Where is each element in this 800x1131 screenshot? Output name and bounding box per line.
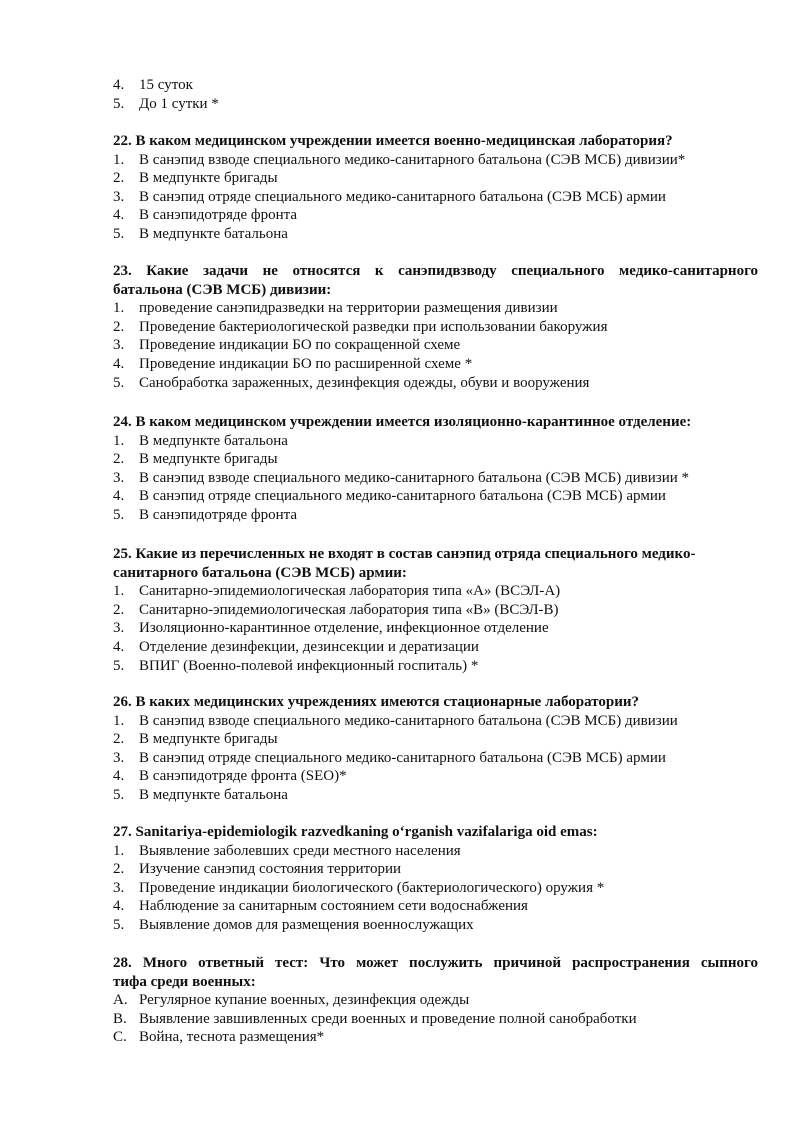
question-title-continued: санитарного батальона (СЭВ МСБ) армии:	[113, 564, 407, 581]
question-28	[113, 954, 758, 1047]
list-item: 2. Санитарно-эпидемиологическая лаборатория типа «В» (ВСЭЛ-В)	[113, 601, 559, 618]
list-item: 3. В санэпид отряде специального медико-санитарного батальона (СЭВ МСБ) армии	[113, 188, 666, 205]
list-item: 5. Санобработка зараженных, дезинфекция одежды, обуви и вооружения	[113, 374, 590, 391]
list-item	[113, 95, 758, 114]
list-item: 2. Проведение бактериологической разведки при использовании бакоружия	[113, 318, 608, 335]
list-item: 4. Проведение индикации БО по расширенной схеме *	[113, 355, 473, 372]
lead-options	[113, 76, 758, 113]
question-title: 23. Какие задачи не относятся к санэпидвзводу специального медико-санитарного	[113, 263, 759, 279]
list-item: 4. Наблюдение за санитарным состоянием сети водоснабжения	[113, 898, 528, 915]
list-item: 3. Проведение индикации биологического (бактериологического) оружия *	[113, 879, 605, 896]
list-item: 4. В санэпидотряде фронта	[113, 207, 298, 224]
list-item: 4. Отделение дезинфекции, дезинсекции и дератизации	[113, 638, 479, 655]
question-title-continued: батальона (СЭВ МСБ) дивизии:	[113, 281, 332, 298]
list-item: 4. В санэпид отряде специального медико-санитарного батальона (СЭВ МСБ) армии	[113, 488, 666, 505]
list-item: 5. В санэпидотряде фронта	[113, 506, 298, 523]
list-item: 5. В медпункте батальона	[113, 225, 288, 242]
question-title: 27. Sanitariya-epidemiologik razvedkaning oʻrganish vazifalariga oid emas:	[113, 824, 598, 840]
option-text: До 1 сутки *	[139, 95, 219, 112]
question-title: 28. Много ответный тест: Что может послужить причиной распространения сыпного	[113, 955, 758, 971]
list-item: 5. ВПИГ (Военно-полевой инфекционный госпиталь) *	[113, 657, 479, 674]
list-item: 1. Санитарно-эпидемиологическая лаборатория типа «А» (ВСЭЛ-А)	[113, 583, 561, 600]
question-23	[113, 262, 758, 392]
list-item: 1. Выявление заболевших среди местного населения	[113, 842, 461, 859]
list-item: 3. В санэпид взводе специального медико-санитарного батальона (СЭВ МСБ) дивизии *	[113, 469, 690, 486]
question-title: 24. В каком медицинском учреждении имеется изоляционно-карантинное отделение:	[113, 414, 692, 430]
list-item: 3. В санэпид отряде специального медико-санитарного батальона (СЭВ МСБ) армии	[113, 749, 666, 766]
list-item: 2. В медпункте бригады	[113, 451, 278, 468]
question-26	[113, 693, 758, 805]
question-title: 25. Какие из перечисленных не входят в состав санэпид отряда специального медико-	[113, 546, 696, 562]
option-text: 15 суток	[139, 77, 193, 93]
question-title: 22. В каком медицинском учреждении имеется военно-медицинская лаборатория?	[113, 133, 673, 149]
list-item: 2. В медпункте бригады	[113, 731, 278, 748]
list-item: 3. Проведение индикации БО по сокращенной схеме	[113, 337, 461, 354]
option-number: 4.	[113, 77, 125, 93]
option-number: 5.	[113, 95, 125, 112]
list-item: 2. В медпункте бригады	[113, 170, 278, 187]
question-title: 26. В каких медицинских учреждениях имеются стационарные лаборатории?	[113, 694, 640, 710]
list-item: 4. В санэпидотряде фронта (SEO)*	[113, 768, 347, 785]
question-27	[113, 823, 758, 935]
list-item: 1. В медпункте батальона	[113, 432, 288, 449]
list-item: 5. Выявление домов для размещения военнослужащих	[113, 916, 474, 933]
list-item: 1. В санэпид взводе специального медико-санитарного батальона (СЭВ МСБ) дивизии	[113, 712, 678, 729]
question-24	[113, 413, 758, 525]
list-item: 1. проведение санэпидразведки на территории размещения дивизии	[113, 300, 558, 317]
list-item	[113, 76, 758, 95]
question-22	[113, 132, 758, 244]
list-item: C. Война, теснота размещения*	[113, 1029, 325, 1046]
question-title-continued: тифа среди военных:	[113, 973, 256, 990]
question-25	[113, 545, 758, 675]
list-item: 3. Изоляционно-карантинное отделение, инфекционное отделение	[113, 620, 549, 637]
list-item: 5. В медпункте батальона	[113, 786, 288, 803]
list-item: 1. В санэпид взводе специального медико-санитарного батальона (СЭВ МСБ) дивизии*	[113, 151, 686, 168]
list-item: A. Регулярное купание военных, дезинфекция одежды	[113, 992, 470, 1009]
list-item: B. Выявление завшивленных среди военных и проведение полной санобработки	[113, 1010, 637, 1027]
list-item: 2. Изучение санэпид состояния территории	[113, 861, 402, 878]
